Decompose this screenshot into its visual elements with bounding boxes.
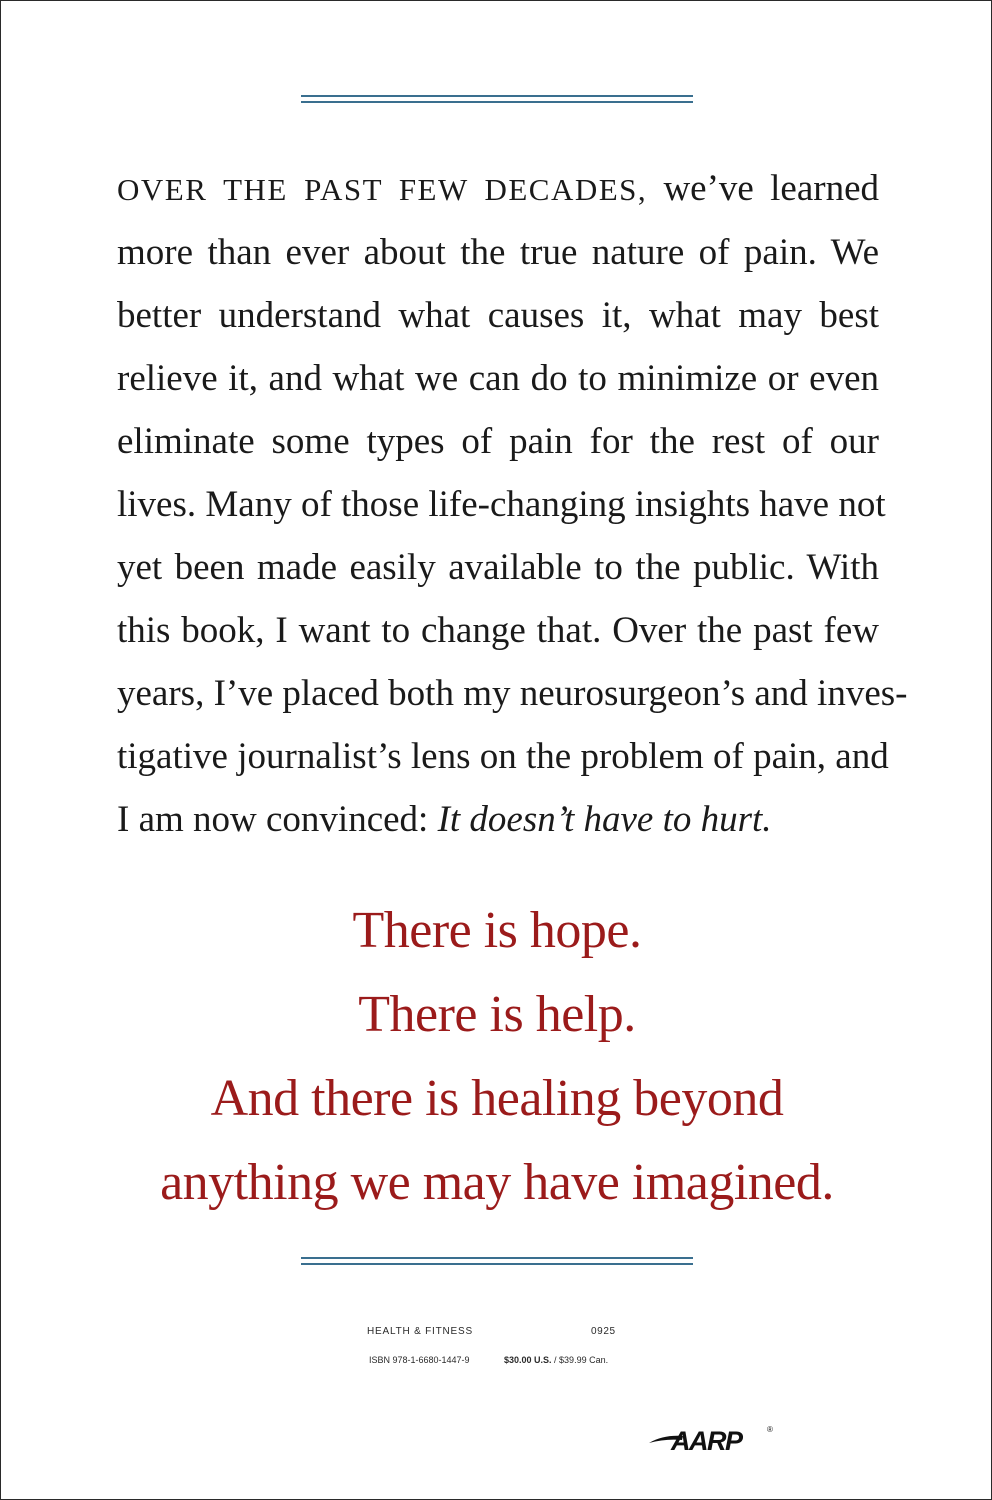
lead-in-smallcaps: OVER THE PAST FEW DECADES, bbox=[117, 172, 648, 207]
category-label: HEALTH & FITNESS bbox=[367, 1326, 473, 1337]
price-can: $39.99 Can. bbox=[559, 1355, 609, 1365]
bottom-double-rule bbox=[301, 1257, 693, 1265]
body-line: OVER THE PAST FEW DECADES, we’ve learned bbox=[117, 168, 879, 209]
body-line: relieve it, and what we can do to minimize or even bbox=[117, 358, 879, 399]
body-line: this book, I want to change that. Over the past few bbox=[117, 610, 879, 651]
logo-wordmark: AARP bbox=[671, 1426, 742, 1456]
price-separator: / bbox=[551, 1355, 560, 1365]
body-line: eliminate some types of pain for the rest of our bbox=[117, 421, 879, 462]
body-line: yet been made easily available to the public. With bbox=[117, 547, 879, 588]
body-line: better understand what causes it, what may best bbox=[117, 295, 879, 336]
price-code: 0925 bbox=[591, 1326, 616, 1337]
pull-quote bbox=[1, 889, 992, 1225]
price-us: $30.00 U.S. bbox=[504, 1355, 552, 1365]
pull-quote-line: There is help. bbox=[358, 986, 636, 1043]
price bbox=[504, 1355, 608, 1365]
body-line: more than ever about the true nature of pain. We bbox=[117, 232, 879, 273]
pull-quote-line: anything we may have imagined. bbox=[160, 1154, 834, 1211]
body-line: years, I’ve placed both my neurosurgeon’s and inves- bbox=[117, 673, 908, 714]
pull-quote-line: And there is healing beyond bbox=[210, 1070, 784, 1127]
aarp-logo bbox=[649, 1425, 779, 1455]
body-line: lives. Many of those life-changing insights have not bbox=[117, 484, 886, 525]
body-line-final: I am now convinced: It doesn’t have to hurt. bbox=[117, 799, 772, 840]
italic-tagline: It doesn’t have to hurt. bbox=[437, 799, 772, 840]
registered-mark: ® bbox=[767, 1425, 773, 1434]
body-paragraph bbox=[117, 157, 908, 851]
isbn: ISBN 978-1-6680-1447-9 bbox=[369, 1355, 470, 1365]
top-double-rule bbox=[301, 95, 693, 103]
pull-quote-line: There is hope. bbox=[352, 902, 642, 959]
body-line: tigative journalist’s lens on the problem of pain, and bbox=[117, 736, 889, 777]
